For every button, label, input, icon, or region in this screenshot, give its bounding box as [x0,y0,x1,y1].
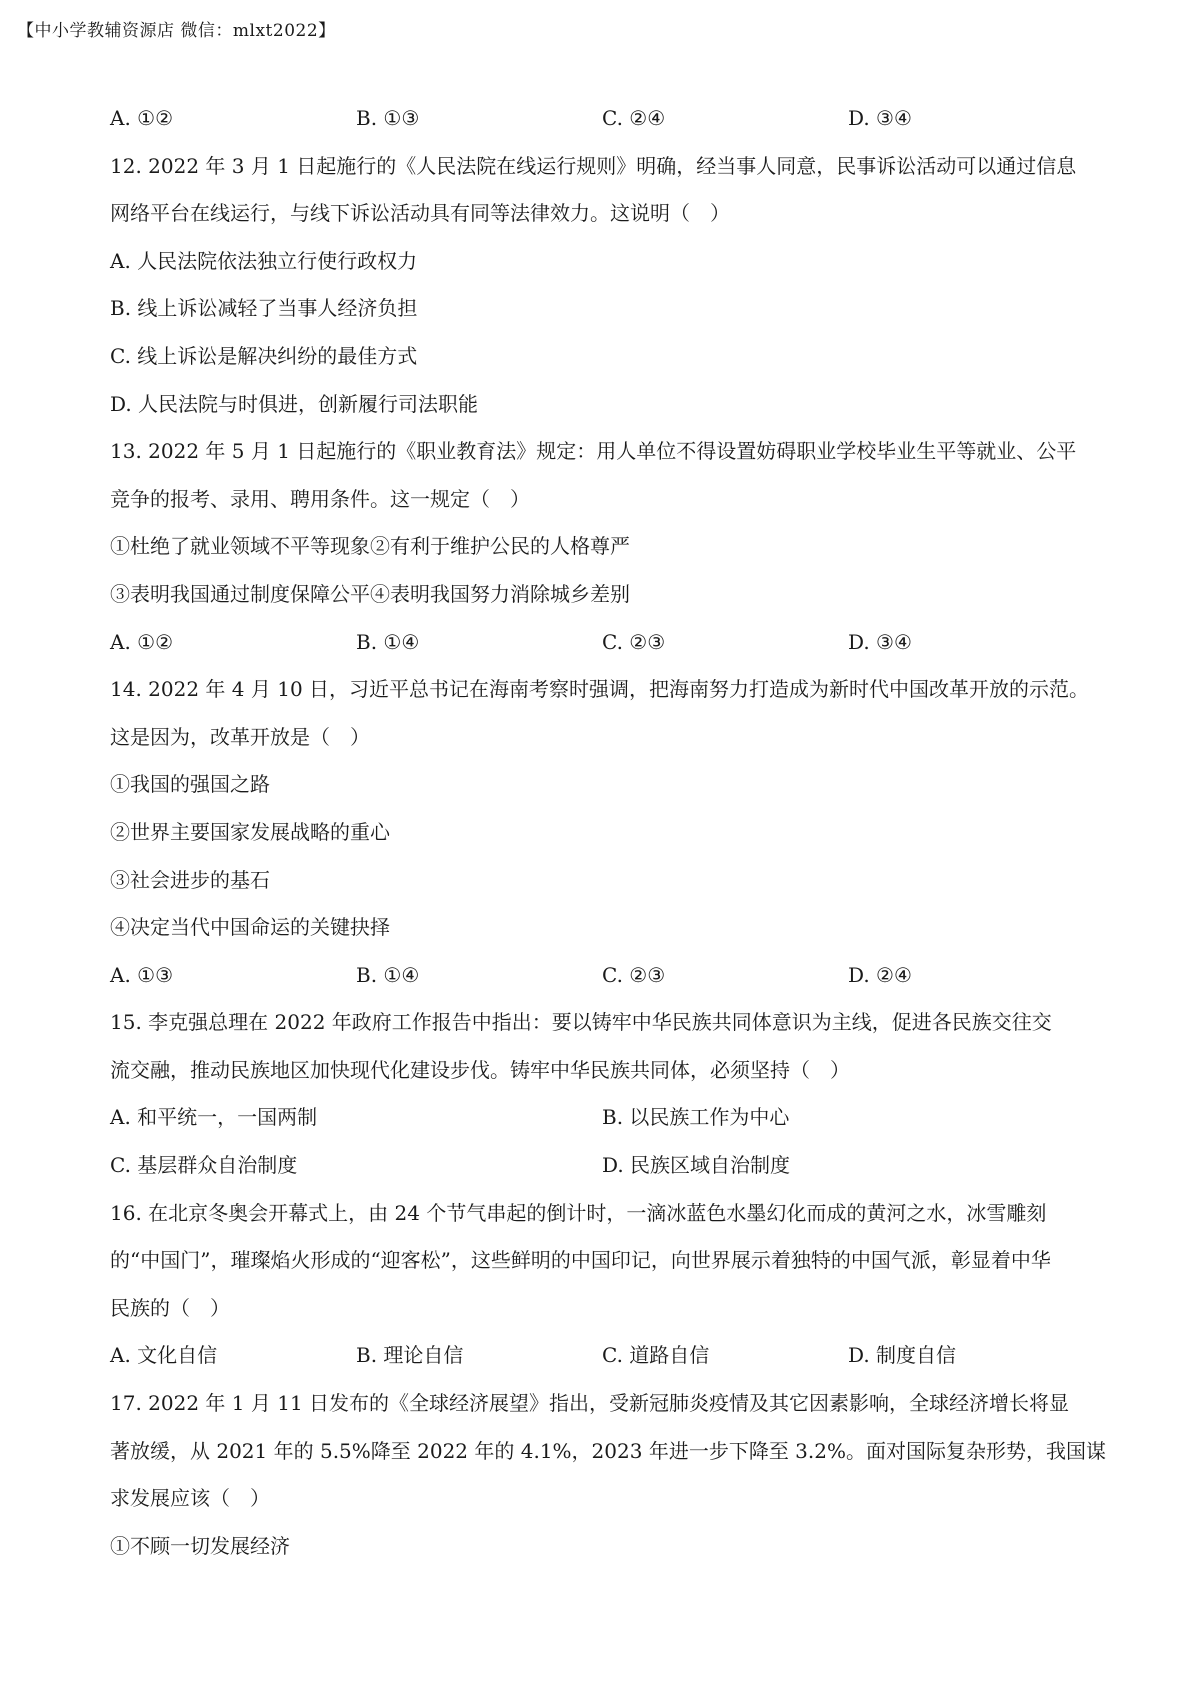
q15-stem-line: 流交融，推动民族地区加快现代化建设步伐。铸牢中华民族共同体，必须坚持（ ） [110,1057,850,1082]
q14-statement: ④决定当代中国命运的关键抉择 [110,915,390,940]
q13-option-a[interactable]: A. ①② [110,629,174,654]
q13-option-d[interactable]: D. ③④ [848,629,912,654]
q15-stem-line: 15. 李克强总理在 2022 年政府工作报告中指出：要以铸牢中华民族共同体意识为主线，促进各民族交往交 [110,1010,1052,1035]
q14-stem-line: 14. 2022 年 4 月 10 日，习近平总书记在海南考察时强调，把海南努力打造成为新时代中国改革开放的示范。 [110,677,1090,702]
q14-statement: ②世界主要国家发展战略的重心 [110,819,390,844]
q13-option-c[interactable]: C. ②③ [602,629,666,654]
q13-options [110,619,1110,667]
q12-option-d[interactable]: D. 人民法院与时俱进，创新履行司法职能 [110,391,479,416]
q16-option-a[interactable]: A. 文化自信 [110,1343,218,1368]
q12-stem-line: 网络平台在线运行，与线下诉讼活动具有同等法律效力。这说明（ ） [110,201,730,226]
q16-options [110,1332,1110,1380]
q13-stem-line: 13. 2022 年 5 月 1 日起施行的《职业教育法》规定：用人单位不得设置妨碍职业学校毕业生平等就业、公平 [110,439,1077,464]
q17-stem-line: 求发展应该（ ） [110,1486,270,1511]
q14-statement: ①我国的强国之路 [110,772,270,797]
document-body [110,95,1110,1570]
q14-options [110,952,1110,1000]
q13-stem-line: 竞争的报考、录用、聘用条件。这一规定（ ） [110,486,530,511]
q17-stem-line: 17. 2022 年 1 月 11 日发布的《全球经济展望》指出，受新冠肺炎疫情及其它因素影响，全球经济增长将显 [110,1391,1070,1416]
q14-option-d[interactable]: D. ②④ [848,962,912,987]
q16-stem-line: 16. 在北京冬奥会开幕式上，由 24 个节气串起的倒计时，一滴冰蓝色水墨幻化而成的黄河之水，冰雪雕刻 [110,1200,1047,1225]
q12-option-b[interactable]: B. 线上诉讼减轻了当事人经济负担 [110,296,418,321]
q16-option-c[interactable]: C. 道路自信 [602,1343,710,1368]
q13-statement: ①杜绝了就业领域不平等现象②有利于维护公民的人格尊严 [110,534,630,559]
q17-statement: ①不顾一切发展经济 [110,1533,290,1558]
q17-stem-line: 著放缓，从 2021 年的 5.5%降至 2022 年的 4.1%，2023 年进一步下降至 3.2%。面对国际复杂形势，我国谋 [110,1438,1106,1463]
q14-stem-line: 这是因为，改革开放是（ ） [110,724,370,749]
q15-options-row [110,1094,1110,1142]
q16-stem-line: 民族的（ ） [110,1295,230,1320]
q11-option-a[interactable]: A. ①② [110,106,174,130]
q12-option-a[interactable]: A. 人民法院依法独立行使行政权力 [110,248,418,273]
q15-option-d[interactable]: D. 民族区域自治制度 [602,1153,791,1178]
q14-option-a[interactable]: A. ①③ [110,962,174,987]
q16-stem-line: 的“中国门”，璀璨焰火形成的“迎客松”，这些鲜明的中国印记，向世界展示着独特的中国气派，彰显着中华 [110,1248,1051,1273]
q12-option-c[interactable]: C. 线上诉讼是解决纠纷的最佳方式 [110,343,418,368]
q12-stem-line: 12. 2022 年 3 月 1 日起施行的《人民法院在线运行规则》明确，经当事人同意，民事诉讼活动可以通过信息 [110,153,1077,178]
q14-option-b[interactable]: B. ①④ [356,962,420,987]
q14-option-c[interactable]: C. ②③ [602,962,666,987]
q11-options [110,95,1110,143]
q15-option-b[interactable]: B. 以民族工作为中心 [602,1105,790,1130]
q15-option-c[interactable]: C. 基层群众自治制度 [110,1153,298,1178]
q11-option-b[interactable]: B. ①③ [356,106,420,130]
q16-option-b[interactable]: B. 理论自信 [356,1343,464,1368]
page-header: 【中小学教辅资源店 微信：mlxt2022】 [17,21,336,41]
q14-statement: ③社会进步的基石 [110,867,270,892]
q15-option-a[interactable]: A. 和平统一，一国两制 [110,1105,318,1130]
q13-option-b[interactable]: B. ①④ [356,629,420,654]
q13-statement: ③表明我国通过制度保障公平④表明我国努力消除城乡差别 [110,581,630,606]
q11-option-c[interactable]: C. ②④ [602,106,666,130]
q11-option-d[interactable]: D. ③④ [848,106,912,130]
q16-option-d[interactable]: D. 制度自信 [848,1343,957,1368]
q15-options-row [110,1142,1110,1190]
